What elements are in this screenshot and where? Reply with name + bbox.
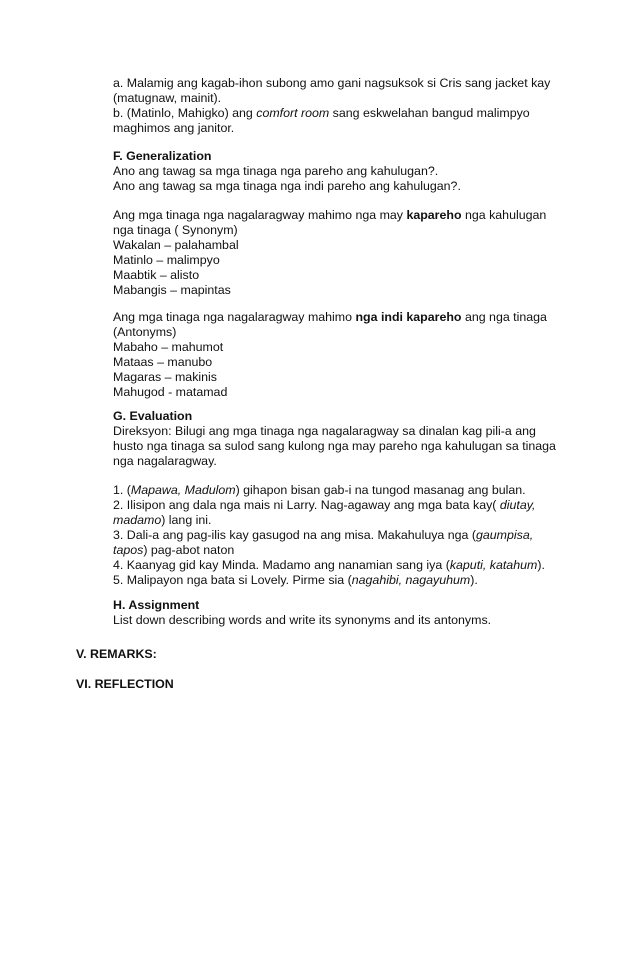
- antonyms-section: [113, 310, 573, 400]
- evaluation-directions-line3: nga nagalaragway.: [113, 454, 217, 468]
- evaluation-question-3: [113, 528, 573, 543]
- q4-pre: 4. Kaanyag gid kay Minda. Madamo ang nanamian sang iya (: [113, 558, 450, 572]
- item-b-line1: [113, 106, 573, 121]
- evaluation-question-5: [113, 573, 573, 588]
- evaluation-heading: G. Evaluation: [113, 409, 193, 423]
- evaluation-question-3-cont: [113, 543, 573, 558]
- item-b-em: comfort room: [256, 106, 330, 120]
- q1-pre: 1. (: [113, 483, 131, 497]
- item-a-line1: a. Malamig ang kagab-ihon subong amo gani nagsuksok si Cris sang jacket kay: [113, 76, 551, 90]
- q3-choice-b: tapos: [113, 543, 144, 557]
- evaluation-question-4: [113, 558, 573, 573]
- assignment-section: [113, 598, 573, 628]
- q2-post: ) lang ini.: [161, 513, 212, 527]
- item-b-line2: maghimos ang janitor.: [113, 121, 235, 135]
- q5-choices: nagahibi, nagayuhum: [351, 573, 471, 587]
- antonyms-intro-bold: nga indi kapareho: [355, 310, 462, 324]
- synonyms-intro-post: nga kahulugan: [461, 208, 547, 222]
- antonym-pair: Magaras – makinis: [113, 370, 217, 384]
- generalization-section: [113, 149, 573, 194]
- q1-choices: Mapawa, Madulom: [130, 483, 236, 497]
- antonym-pair: Mataas – manubo: [113, 355, 213, 369]
- evaluation-directions-line2: husto nga tinaga sa sulod sang kulong nga may pareho nga kahulugan sa tinaga: [113, 439, 556, 453]
- q3-choice-a: gaumpisa,: [475, 528, 534, 542]
- q3-pre: 3. Dali-a ang pag-ilis kay gasugod na ang misa. Makahuluya nga (: [113, 528, 476, 542]
- antonyms-intro-line2: (Antonyms): [113, 325, 177, 339]
- evaluation-section: [113, 409, 573, 469]
- q1-post: ) gihapon bisan gab-i na tungod masanag ang bulan.: [235, 483, 526, 497]
- remarks-heading: V. REMARKS:: [76, 647, 157, 661]
- q2-pre: 2. Ilisipon ang dala nga mais ni Larry. Nag-agaway ang mga bata kay(: [113, 498, 500, 512]
- synonyms-intro-pre: Ang mga tinaga nga nagalaragway mahimo nga may: [113, 208, 407, 222]
- item-a: [113, 76, 573, 136]
- synonym-pair: Matinlo – malimpyo: [113, 253, 220, 267]
- synonym-pair: Wakalan – palahambal: [113, 238, 239, 252]
- antonyms-intro-line1: [113, 310, 573, 325]
- item-b-pre: b. (Matinlo, Mahigko) ang: [113, 106, 257, 120]
- synonyms-intro-line2: nga tinaga ( Synonym): [113, 223, 238, 237]
- q3-post: ) pag-abot naton: [143, 543, 235, 557]
- generalization-heading: F. Generalization: [113, 149, 212, 163]
- synonym-pair: Mabangis – mapintas: [113, 283, 231, 297]
- evaluation-questions: [113, 483, 573, 588]
- q2-choice-a: diutay,: [499, 498, 536, 512]
- antonyms-intro-post: ang nga tinaga: [461, 310, 547, 324]
- synonym-pair: Maabtik – alisto: [113, 268, 200, 282]
- q5-pre: 5. Malipayon nga bata si Lovely. Pirme sia (: [113, 573, 352, 587]
- generalization-q1: Ano ang tawag sa mga tinaga nga pareho ang kahulugan?.: [113, 164, 439, 178]
- synonyms-section: [113, 208, 573, 298]
- generalization-q2: Ano ang tawag sa mga tinaga nga indi pareho ang kahulugan?.: [113, 179, 461, 193]
- item-a-line2: (matugnaw, mainit).: [113, 91, 222, 105]
- evaluation-question-2: [113, 498, 573, 513]
- q5-post: ).: [470, 573, 478, 587]
- reflection-heading: VI. REFLECTION: [76, 677, 174, 691]
- assignment-heading: H. Assignment: [113, 598, 200, 612]
- synonyms-intro-line1: [113, 208, 573, 223]
- item-b-post: sang eskwelahan bangud malimpyo: [329, 106, 530, 120]
- assignment-text: List down describing words and write its synonyms and its antonyms.: [113, 613, 492, 627]
- q4-post: ).: [537, 558, 545, 572]
- synonyms-intro-bold: kapareho: [406, 208, 462, 222]
- antonyms-intro-pre: Ang mga tinaga nga nagalaragway mahimo: [113, 310, 356, 324]
- antonym-pair: Mahugod - matamad: [113, 385, 228, 399]
- q4-choices: kaputi, katahum: [449, 558, 538, 572]
- antonym-pair: Mabaho – mahumot: [113, 340, 224, 354]
- evaluation-question-2-cont: [113, 513, 573, 528]
- q2-choice-b: madamo: [113, 513, 162, 527]
- evaluation-question-1: [113, 483, 573, 498]
- evaluation-directions-line1: Direksyon: Bilugi ang mga tinaga nga nagalaragway sa dinalan kag pili-a ang: [113, 424, 536, 438]
